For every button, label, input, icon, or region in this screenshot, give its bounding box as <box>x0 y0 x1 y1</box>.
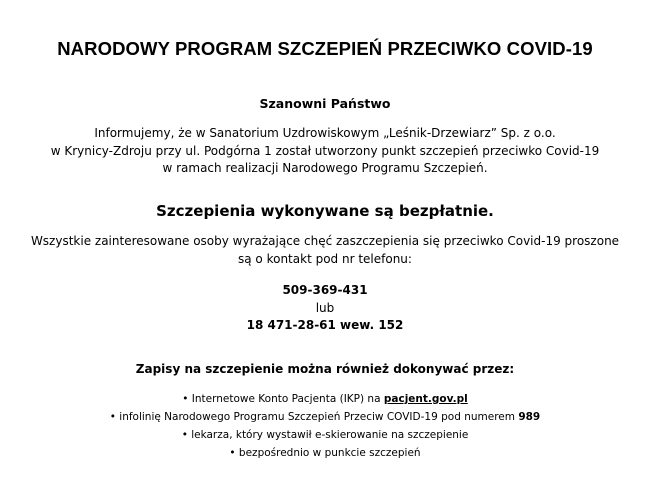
greeting: Szanowni Państwo <box>259 96 391 111</box>
intro-line-2: w Krynicy-Zdroju przy ul. Podgórna 1 został utworzony punkt szczepień przeciwko Covid-19 <box>50 143 600 158</box>
contact-line-2: są o kontakt pod nr telefonu: <box>238 251 412 266</box>
hotline-number: 989 <box>518 411 541 423</box>
free-vaccination-notice: Szczepienia wykonywane są bezpłatnie. <box>156 202 494 220</box>
page-title: NARODOWY PROGRAM SZCZEPIEŃ PRZECIWKO COVID-19 <box>57 38 593 59</box>
phone-number-2: 18 471-28-61 wew. 152 <box>246 318 404 332</box>
registration-option-ikp <box>0 390 650 408</box>
intro-paragraph <box>0 125 650 178</box>
phone-or-separator: lub <box>315 300 335 315</box>
registration-options-list <box>0 390 650 462</box>
registration-option-direct: • bezpośrednio w punkcie szczepień <box>229 447 421 459</box>
intro-line-1: Informujemy, że w Sanatorium Uzdrowiskowym „Leśnik-Drzewiarz” Sp. z o.o. <box>94 126 556 140</box>
intro-line-3: w ramach realizacji Narodowego Programu Szczepień. <box>162 161 488 175</box>
phone-number-1: 509-369-431 <box>282 283 368 297</box>
registration-option-doctor: • lekarza, który wystawił e-skierowanie na szczepienie <box>181 429 469 441</box>
ikp-text: • Internetowe Konto Pacjenta (IKP) na <box>182 393 384 405</box>
contact-paragraph <box>0 233 650 268</box>
registration-option-hotline <box>0 408 650 426</box>
registration-heading: Zapisy na szczepienie można również dokonywać przez: <box>135 362 515 376</box>
phone-numbers <box>0 282 650 335</box>
contact-line-1: Wszystkie zainteresowane osoby wyrażające chęć zaszczepienia się przeciwko Covid-19 proszone <box>30 234 620 248</box>
pacjent-gov-link[interactable]: pacjent.gov.pl <box>383 393 468 405</box>
hotline-text: • infolinię Narodowego Programu Szczepień Przeciw COVID-19 pod numerem <box>109 411 519 423</box>
